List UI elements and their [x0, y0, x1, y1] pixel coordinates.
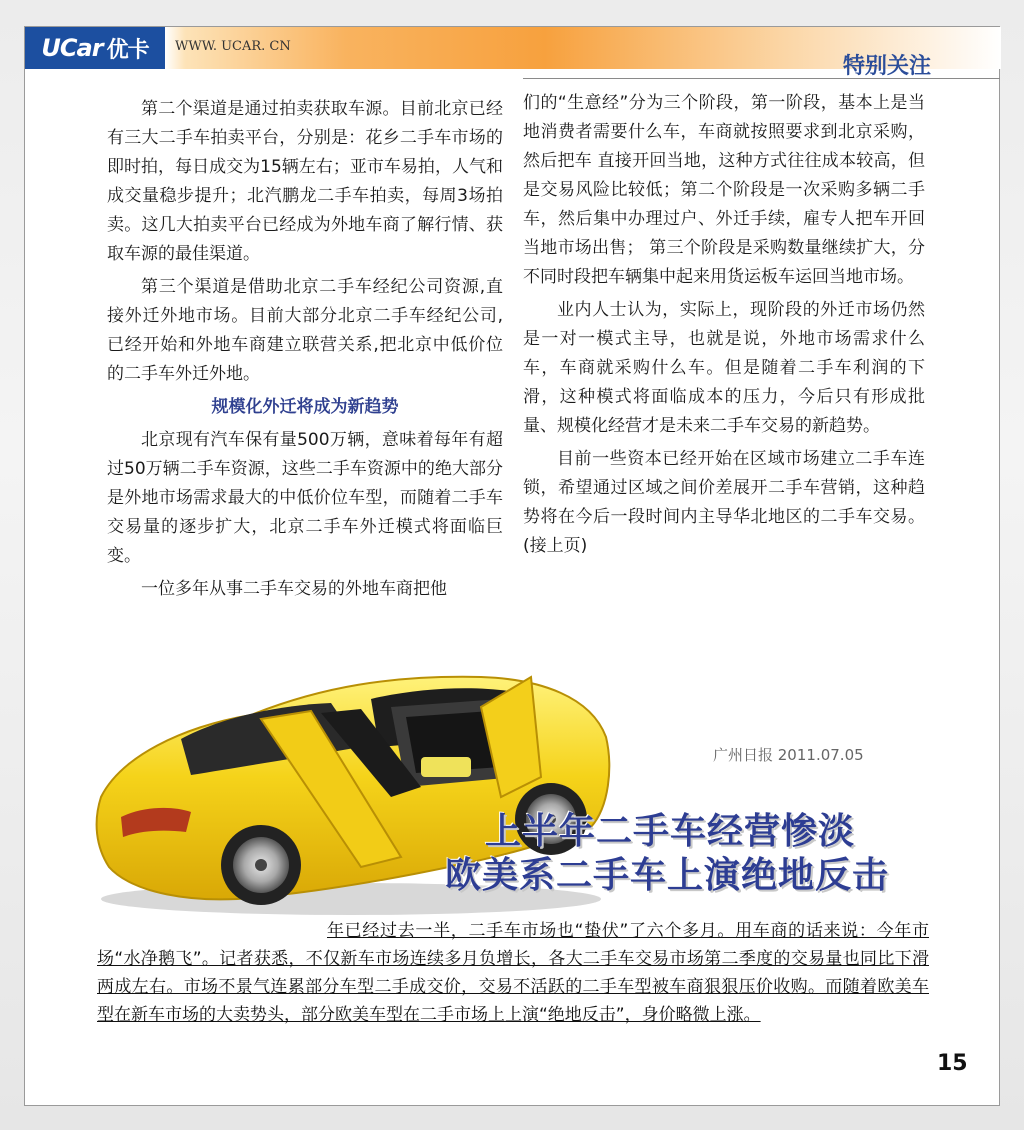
article-source-date: 广州日报 2011.07.05	[713, 746, 864, 764]
logo-cn-text: 优卡	[106, 37, 149, 63]
paragraph: 北京现有汽车保有量500万辆，意味着每年有超过50万辆二手车资源，这些二手车资源中的绝大部分是外地市场需求最大的中低价位车型，而随着二手车交易量的逐步扩大，北京二手车外迁模式将面临巨变。	[107, 430, 503, 566]
paragraph: 一位多年从事二手车交易的外地车商把他	[141, 579, 447, 599]
magazine-page	[24, 26, 1000, 1106]
section-tag: 特别关注	[843, 54, 932, 79]
right-column	[523, 89, 925, 565]
paragraph: 业内人士认为，实际上，现阶段的外迁市场仍然是一对一模式主导，也就是说，外地市场需求什么车，车商就采购什么车。但是随着二手车利润的下滑，这种模式将面临成本的压力，今后只有形成批量、规模化经营才是未来二手车交易的新趋势。	[523, 300, 925, 436]
paragraph: 们的“生意经”分为三个阶段，第一阶段，基本上是当地消费者需要什么车，车商就按照要求到北京采购，然后把车 直接开回当地，这种方式往往成本较高，但是交易风险比较低；第二个阶段是一次采购多辆二手车，然后集中办理过户、外迁手续，雇专人把车开回当地市场出售； 第三个阶段是采购数量继续扩大，分不同时段把车辆集中起来用货运板车运回当地市场。	[523, 93, 925, 287]
paragraph: 目前一些资本已经开始在区域市场建立二手车连锁，希望通过区域之间价差展开二手车营销，这种趋势将在今后一段时间内主导华北地区的二手车交易。(接上页)	[523, 449, 925, 556]
ucar-logo	[25, 27, 165, 69]
site-url: WWW. UCAR. CN	[175, 39, 291, 54]
logo-text: UCar	[41, 34, 103, 62]
paragraph: 第三个渠道是借助北京二手车经纪公司资源,直接外迁外地市场。目前大部分北京二手车经纪公司,已经开始和外地车商建立联营关系,把北京中低价位的二手车外迁外地。	[107, 277, 503, 384]
page-number: 15	[937, 1051, 968, 1076]
paragraph: 第二个渠道是通过拍卖获取车源。目前北京已经有三大二手车拍卖平台，分别是：花乡二手车市场的即时拍，每日成交为15辆左右；亚市车易拍，人气和成交量稳步提升；北汽鹏龙二手车拍卖，每周3场拍卖。这几大拍卖平台已经成为外地车商了解行情、获取车源的最佳渠道。	[107, 99, 503, 264]
article-intro: 年已经过去一半，二手车市场也“蛰伏”了六个多月。用车商的话来说：今年市场“水净鹅飞”。记者获悉，不仅新车市场连续多月负增长，各大二手车交易市场第二季度的交易量也同比下滑两成左右。市场不景气连累部分车型二手成交价，交易不活跃的二手车型被车商狠狠压价收购。而随着欧美车型在新车市场的大卖势头，部分欧美车型在二手市场上上演“绝地反击”，身价略微上涨。	[97, 921, 929, 1025]
subheading: 规模化外迁将成为新趋势	[211, 397, 399, 417]
left-column	[107, 95, 503, 608]
headline-line-1: 上半年二手车经营惨淡	[485, 811, 856, 852]
headline-line-2: 欧美系二手车上演绝地反击	[445, 855, 890, 896]
section-divider	[523, 78, 1000, 79]
